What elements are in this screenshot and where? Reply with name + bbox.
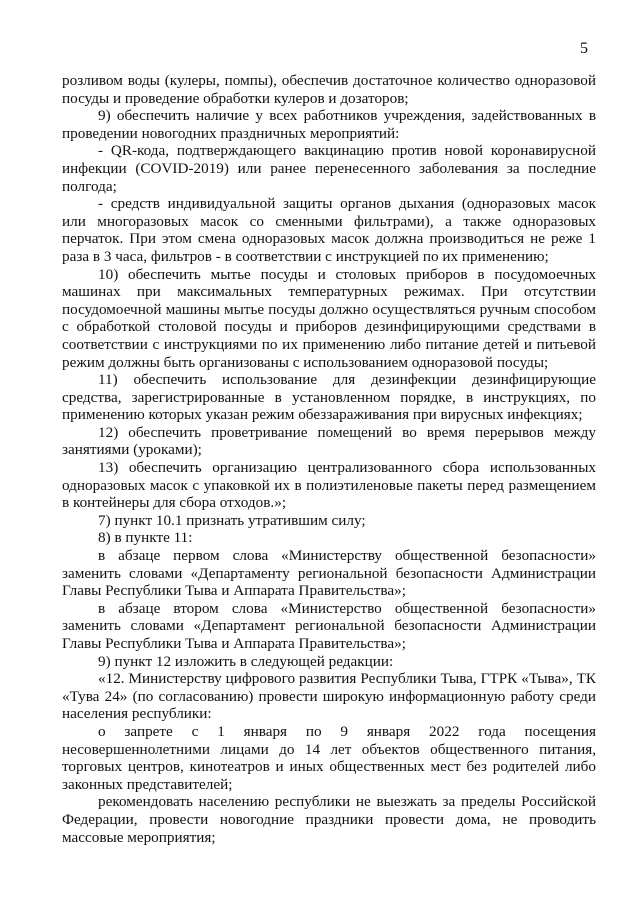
document-body: [62, 72, 596, 846]
paragraph-item-9: 9) обеспечить наличие у всех работников учреждения, задействованных в проведении новогодних праздничных мероприятий:: [62, 107, 596, 142]
paragraph-amendment-7: 7) пункт 10.1 признать утратившим силу;: [98, 511, 366, 529]
paragraph-point-12: «12. Министерству цифрового развития Республики Тыва, ГТРК «Тыва», ТК «Тува 24» (по согласованию) провести широкую информационную работу среди населения республики:: [62, 670, 596, 723]
paragraph-amendment-9: 9) пункт 12 изложить в следующей редакции:: [98, 652, 394, 670]
paragraph-second-clause: в абзаце втором слова «Министерство общественной безопасности» заменить словами «Департамент региональной безопасности Администрации Главы Республики Тыва и Аппарата Правительства»;: [62, 599, 596, 652]
paragraph-ban-notice: о запрете с 1 января по 9 января 2022 года посещения несовершеннолетними лицами до 14 лет объектов общественного питания, торговых центров, кинотеатров и иных общественных мест без родителей либо законных представителей;: [62, 722, 596, 793]
paragraph-item-13: 13) обеспечить организацию централизованного сбора использованных одноразовых масок с упаковкой их в полиэтиленовые пакеты перед размещением в контейнеры для сбора отходов.»;: [62, 459, 596, 512]
paragraph-item-12: 12) обеспечить проветривание помещений во время перерывов между занятиями (уроками);: [62, 423, 596, 459]
paragraph-item-10: 10) обеспечить мытье посуды и столовых приборов в посудомоечных машинах при максимальных температурных режимах. При отсутствии посудомоечной машины мытье посуды должно осуществляться ручным способом с обработкой столовой посуды и приборов дезинфицирующими средствами в соответствии с инструкциями по их применению либо питание детей и питьевой режим должны быть организованы с использованием одноразовой посуды;: [62, 265, 596, 371]
paragraph-item-11: 11) обеспечить использование для дезинфекции дезинфицирующие средства, зарегистрированные в установленном порядке, в инструкциях, по применению которых указан режим обеззараживания при вирусных инфекциях;: [62, 371, 596, 424]
paragraph-amendment-8: 8) в пункте 11:: [98, 529, 193, 547]
paragraph-travel-recommendation: рекомендовать населению республики не выезжать за пределы Российской Федерации, провести новогодние праздники провести дома, не проводить массовые мероприятия;: [62, 793, 596, 846]
paragraph-ppe: - средств индивидуальной защиты органов дыхания (одноразовых масок или многоразовых масок со сменными фильтрами), а также одноразовых перчаток. При этом смена одноразовых масок должна производиться не реже 1 раза в 3 часа, фильтров - в соответствии с инструкцией по их применению;: [62, 195, 596, 265]
paragraph-first-clause: в абзаце первом слова «Министерству общественной безопасности» заменить словами «Департаменту региональной безопасности Администрации Главы Республики Тыва и Аппарата Правительства»;: [62, 547, 596, 600]
paragraph-continuation: розливом воды (кулеры, помпы), обеспечив достаточное количество одноразовой посуды и проведение обработки кулеров и дозаторов;: [62, 72, 596, 107]
page-number: 5: [580, 40, 588, 57]
paragraph-qr-code: - QR-кода, подтверждающего вакцинацию против новой коронавирусной инфекции (COVID-2019) или ранее перенесенного заболевания за последние полгода;: [62, 142, 596, 195]
